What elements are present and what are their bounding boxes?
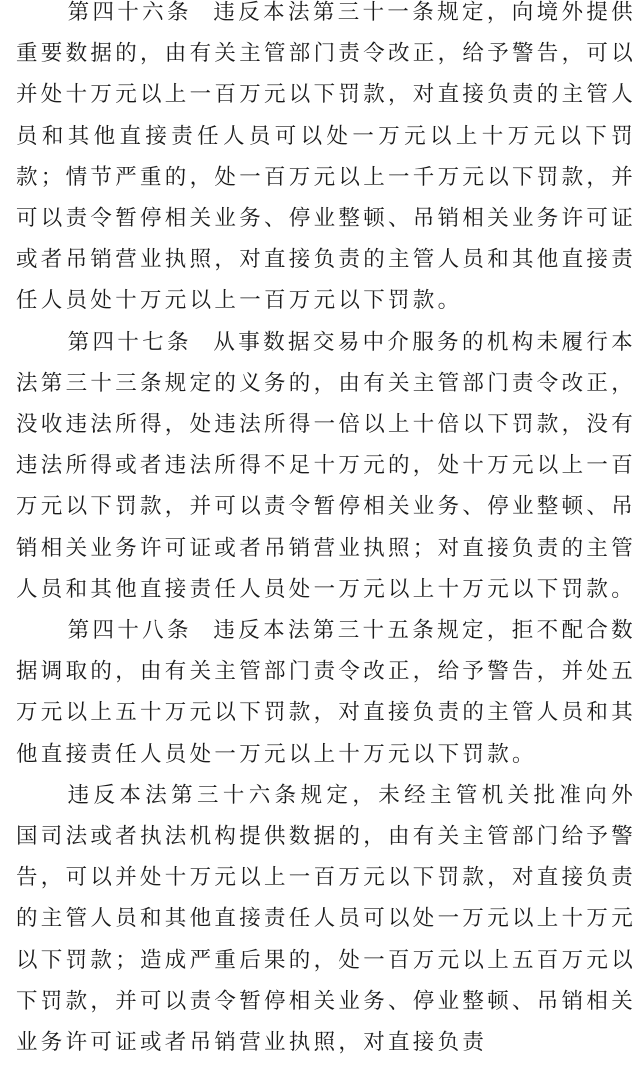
article-48-second-text: 违反本法第三十六条规定，未经主管机关批准向外国司法或者执法机构提供数据的，由有关主管部门给予警告，可以并处十万元以上一百万元以下罚款，对直接负责的主管人员和其他直接责任人员可以处一万元以上十万元以下罚款；造成严重后果的，处一百万元以上五百万元以下罚款，并可以责令暂停相关业务、停业整顿、吊销相关业务许可证或者吊销营业执照，对直接负责 xyxy=(16,782,637,1056)
article-46-paragraph xyxy=(16,0,636,322)
article-47-number: 第四十七条 xyxy=(67,329,192,355)
article-48-second-paragraph xyxy=(16,775,636,1063)
article-48-text: 违反本法第三十五条规定，拒不配合数据调取的，由有关主管部门责令改正，给予警告，并处五万元以上五十万元以下罚款，对直接负责的主管人员和其他直接责任人员处一万元以上十万元以下罚款。 xyxy=(16,618,637,767)
article-47-paragraph xyxy=(16,322,636,610)
article-47-text: 从事数据交易中介服务的机构未履行本法第三十三条规定的义务的，由有关主管部门责令改正，没收违法所得，处违法所得一倍以上十倍以下罚款，没有违法所得或者违法所得不足十万元的，处十万元以上一百万元以下罚款，并可以责令暂停相关业务、停业整顿、吊销相关业务许可证或者吊销营业执照；对直接负责的主管人员和其他直接责任人员处一万元以上十万元以下罚款。 xyxy=(16,329,637,602)
article-46-number: 第四十六条 xyxy=(67,0,192,25)
article-48-paragraph xyxy=(16,610,636,775)
article-46-text: 违反本法第三十一条规定，向境外提供重要数据的，由有关主管部门责令改正，给予警告，可以并处十万元以上一百万元以下罚款，对直接负责的主管人员和其他直接责任人员可以处一万元以上十万元以下罚款；情节严重的，处一百万元以上一千万元以下罚款，并可以责令暂停相关业务、停业整顿、吊销相关业务许可证或者吊销营业执照，对直接负责的主管人员和其他直接责任人员处十万元以上一百万元以下罚款。 xyxy=(16,0,637,314)
article-48-number: 第四十八条 xyxy=(67,618,192,644)
